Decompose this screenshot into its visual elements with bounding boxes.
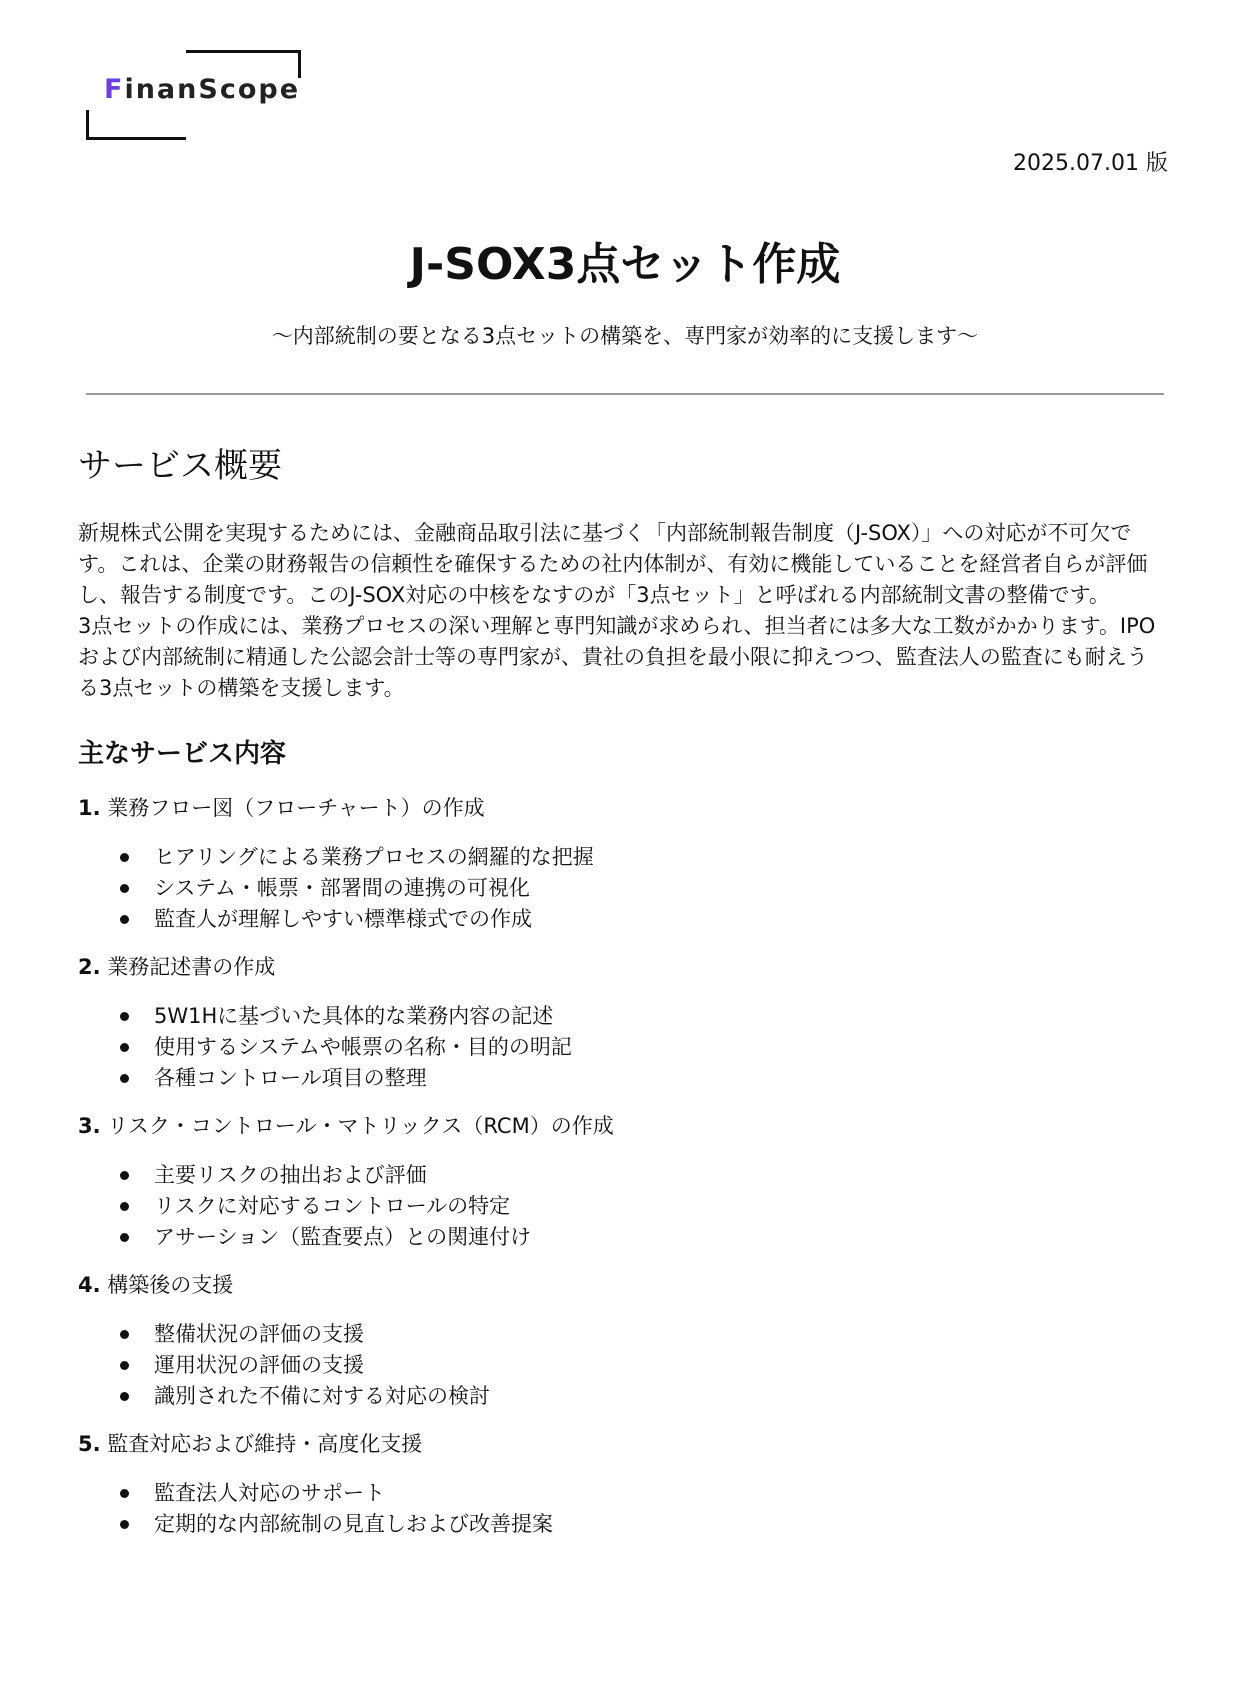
bullet-text: システム・帳票・部署間の連携の可視化 [154, 876, 530, 900]
version-date: 2025.07.01 版 [1013, 151, 1168, 176]
service-item-1 [78, 792, 1168, 935]
service-item-bullets [78, 1001, 1168, 1094]
bullet-item [78, 1319, 1168, 1350]
services-heading: 主なサービス内容 [78, 739, 287, 769]
bullet-item [78, 1191, 1168, 1222]
bullet-item [78, 1350, 1168, 1381]
bullet-item [78, 1381, 1168, 1412]
service-item-title: 業務記述書の作成 [107, 955, 276, 979]
header-divider [86, 393, 1164, 395]
bullet-dot-icon [120, 884, 129, 893]
finanscope-logo [86, 50, 301, 140]
bullet-dot-icon [120, 1520, 129, 1529]
service-item-heading [78, 1110, 1168, 1142]
bullet-text: アサーション（監査要点）との関連付け [154, 1225, 532, 1249]
bullet-item [78, 904, 1168, 935]
service-item-number: 2. [78, 955, 101, 979]
service-item-number: 4. [78, 1273, 101, 1297]
bullet-text: 識別された不備に対する対応の検討 [154, 1384, 490, 1408]
bullet-item [78, 1222, 1168, 1253]
bullet-text: 各種コントロール項目の整理 [154, 1066, 427, 1090]
bullet-text: 定期的な内部統制の見直しおよび改善提案 [154, 1512, 553, 1536]
bullet-text: 使用するシステムや帳票の名称・目的の明記 [154, 1035, 572, 1059]
logo-rest-text: inanScope [124, 74, 301, 105]
overview-paragraph-2: 3点セットの作成には、業務プロセスの深い理解と専門知識が求められ、担当者には多大な工数がかかります。IPOおよび内部統制に精通した公認会計士等の専門家が、貴社の負担を最小限に抑えつつ、監査法人の監査にも耐えうる3点セットの構築を支援します。 [78, 614, 1156, 700]
bullet-dot-icon [120, 1330, 129, 1339]
bullet-dot-icon [120, 1361, 129, 1370]
service-item-bullets [78, 1319, 1168, 1412]
service-item-heading [78, 792, 1168, 824]
service-item-number: 3. [78, 1114, 101, 1138]
service-item-number: 5. [78, 1432, 101, 1456]
service-item-2 [78, 951, 1168, 1094]
bullet-item [78, 1509, 1168, 1540]
bullet-dot-icon [120, 1392, 129, 1401]
bullet-item [78, 873, 1168, 904]
service-item-heading [78, 951, 1168, 983]
service-item-title: 監査対応および維持・高度化支援 [107, 1432, 423, 1456]
overview-heading: サービス概要 [78, 446, 282, 486]
bullet-dot-icon [120, 1489, 129, 1498]
bullet-text: 5W1Hに基づいた具体的な業務内容の記述 [154, 1004, 554, 1028]
bullet-dot-icon [120, 853, 129, 862]
logo-accent-letter: F [104, 74, 125, 105]
service-item-title: リスク・コントロール・マトリックス（RCM）の作成 [107, 1114, 614, 1138]
service-item-5 [78, 1428, 1168, 1540]
bullet-item [78, 842, 1168, 873]
bullet-text: ヒアリングによる業務プロセスの網羅的な把握 [154, 845, 594, 869]
bullet-text: 主要リスクの抽出および評価 [154, 1163, 427, 1187]
bullet-dot-icon [120, 1171, 129, 1180]
overview-paragraph-1: 新規株式公開を実現するためには、金融商品取引法に基づく「内部統制報告制度（J-SOX）」への対応が不可欠です。これは、企業の財務報告の信頼性を確保するための社内体制が、有効に機能していることを経営者自らが評価し、報告する制度です。このJ-SOX対応の中核をなすのが「3点セット」と呼ばれる内部統制文書の整備です。 [78, 521, 1148, 607]
bullet-dot-icon [120, 1233, 129, 1242]
service-item-heading [78, 1428, 1168, 1460]
page-subtitle: 〜内部統制の要となる3点セットの構築を、専門家が効率的に支援します〜 [271, 324, 979, 348]
bullet-item [78, 1032, 1168, 1063]
page-title: J-SOX3点セット作成 [409, 239, 841, 290]
bullet-item [78, 1001, 1168, 1032]
main-content [78, 444, 1168, 1556]
service-item-bullets [78, 842, 1168, 935]
bullet-text: 監査人が理解しやすい標準様式での作成 [154, 907, 532, 931]
bullet-dot-icon [120, 1202, 129, 1211]
service-item-heading [78, 1269, 1168, 1301]
service-item-4 [78, 1269, 1168, 1412]
logo-text [104, 74, 300, 105]
bullet-text: 監査法人対応のサポート [154, 1481, 385, 1505]
bullet-dot-icon [120, 1012, 129, 1021]
bullet-text: 整備状況の評価の支援 [154, 1322, 364, 1346]
bullet-dot-icon [120, 1043, 129, 1052]
bullet-dot-icon [120, 915, 129, 924]
bullet-item [78, 1160, 1168, 1191]
bullet-item [78, 1478, 1168, 1509]
bullet-text: リスクに対応するコントロールの特定 [154, 1194, 511, 1218]
service-item-title: 構築後の支援 [107, 1273, 234, 1297]
service-item-bullets [78, 1478, 1168, 1540]
bullet-dot-icon [120, 1074, 129, 1083]
service-item-number: 1. [78, 796, 101, 820]
bullet-item [78, 1063, 1168, 1094]
bullet-text: 運用状況の評価の支援 [154, 1353, 364, 1377]
service-item-3 [78, 1110, 1168, 1253]
logo-corner-bracket-bottom-left [86, 110, 186, 140]
service-item-title: 業務フロー図（フローチャート）の作成 [107, 796, 485, 820]
service-item-bullets [78, 1160, 1168, 1253]
